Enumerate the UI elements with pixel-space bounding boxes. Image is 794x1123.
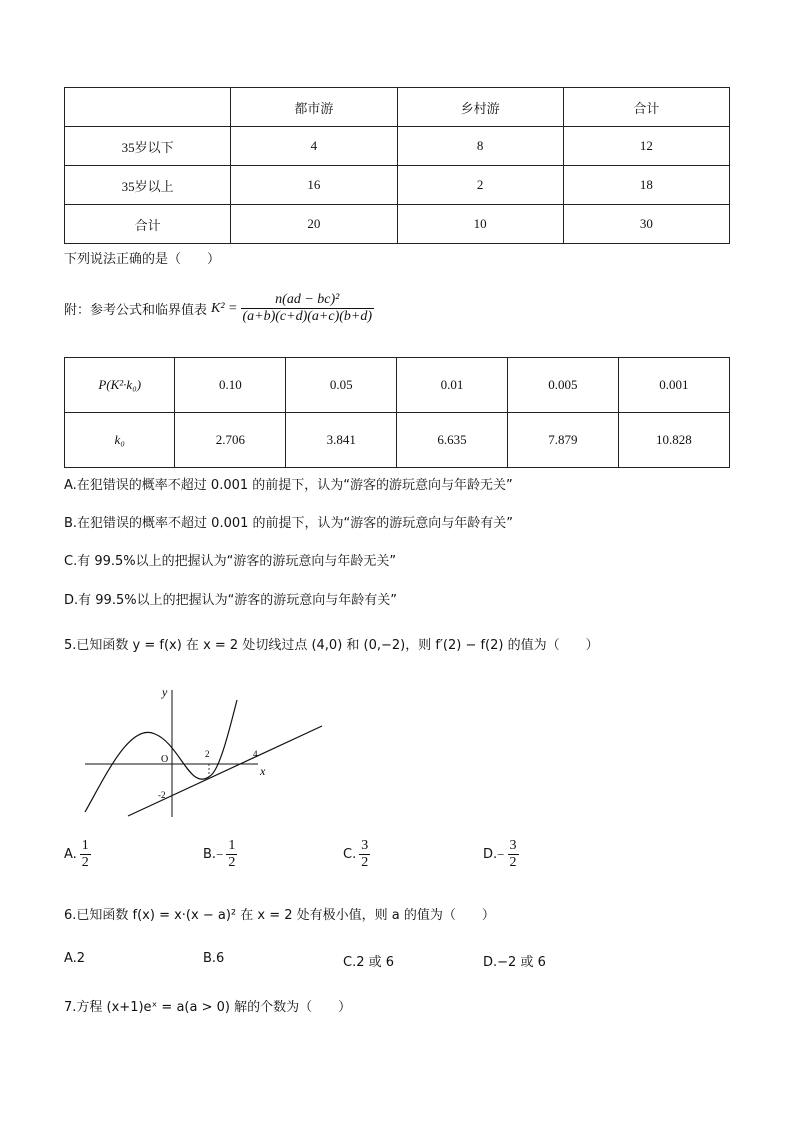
contingency-table <box>64 87 730 244</box>
fraction-numerator: 3 <box>509 838 517 853</box>
table-cell: 10 <box>397 205 563 244</box>
tick-label-neg2: -2 <box>158 790 166 800</box>
formula-fraction <box>241 292 375 325</box>
q6-option-b: B.6 <box>203 951 225 966</box>
table-cell: 0.10 <box>175 358 286 413</box>
option-sign: − <box>216 846 224 862</box>
table-cell: 18 <box>563 166 729 205</box>
tick-label-4: 4 <box>253 749 258 759</box>
fraction-numerator: 1 <box>81 838 89 853</box>
table-cell: 10.828 <box>618 413 729 468</box>
table-cell: 0.001 <box>618 358 729 413</box>
table-row <box>65 205 730 244</box>
fraction-denominator: 2 <box>361 855 369 870</box>
tick-label-2: 2 <box>205 749 210 759</box>
table-row <box>65 127 730 166</box>
y-axis-label: y <box>162 685 168 699</box>
table-row <box>65 358 730 413</box>
table-row-label: k₀ <box>65 413 175 468</box>
table-row-label: P(K²·k₀) <box>65 358 175 413</box>
option-fraction <box>80 838 91 871</box>
table-row-label: 35岁以上 <box>65 166 231 205</box>
table-cell: 0.01 <box>397 358 508 413</box>
table-cell <box>65 88 231 127</box>
fraction-denominator: 2 <box>228 855 236 870</box>
table-row-label: 合计 <box>65 205 231 244</box>
formula-lhs: K² = <box>211 300 238 316</box>
option-prefix: D. <box>483 847 498 862</box>
formula-line <box>64 292 377 325</box>
table-cell: 20 <box>231 205 397 244</box>
option-fraction <box>226 838 237 871</box>
table-cell: 6.635 <box>397 413 508 468</box>
q4-question: 下列说法正确的是（ ） <box>64 252 221 267</box>
option-fraction <box>359 838 370 871</box>
option-fraction <box>508 838 519 871</box>
q4-option-b: B.在犯错误的概率不超过 0.001 的前提下，认为“游客的游玩意向与年龄有关” <box>64 516 514 531</box>
q4-option-a: A.在犯错误的概率不超过 0.001 的前提下，认为“游客的游玩意向与年龄无关” <box>64 478 513 493</box>
table-row <box>65 166 730 205</box>
q7-question: 7.方程 (x+1)eˣ = a(a > 0) 解的个数为（ ） <box>64 1000 352 1015</box>
table-cell: 2.706 <box>175 413 286 468</box>
table-cell: 4 <box>231 127 397 166</box>
q5-question: 5.已知函数 y = f(x) 在 x = 2 处切线过点 (4,0) 和 (0,−2)，则 f′(2) − f(2) 的值为（ ） <box>64 638 599 653</box>
x-axis-label: x <box>260 764 266 778</box>
fraction-denominator: 2 <box>509 855 517 870</box>
q6-option-d: D.−2 或 6 <box>483 955 546 970</box>
q6-option-c: C.2 或 6 <box>343 955 395 970</box>
table-header-cell: 都市游 <box>231 88 397 127</box>
table-cell: 3.841 <box>286 413 397 468</box>
q5-option-a <box>64 838 94 871</box>
q6-question: 6.已知函数 f(x) = x·(x − a)² 在 x = 2 处有极小值，则 a 的值为（ ） <box>64 908 495 923</box>
table-cell: 12 <box>563 127 729 166</box>
q5-option-c <box>343 838 373 871</box>
critical-value-table <box>64 357 730 468</box>
function-graph <box>80 682 330 820</box>
q4-option-c: C.有 99.5%以上的把握认为“游客的游玩意向与年龄无关” <box>64 554 397 569</box>
table-cell: 0.05 <box>286 358 397 413</box>
option-sign: − <box>497 846 505 862</box>
table-cell: 0.005 <box>507 358 618 413</box>
fraction-denominator: 2 <box>81 855 89 870</box>
q6-option-a: A.2 <box>64 951 86 966</box>
q4-option-d: D.有 99.5%以上的把握认为“游客的游玩意向与年龄有关” <box>64 593 398 608</box>
table-header-cell: 合计 <box>563 88 729 127</box>
table-cell: 8 <box>397 127 563 166</box>
table-cell: 2 <box>397 166 563 205</box>
table-cell: 7.879 <box>507 413 618 468</box>
table-cell: 16 <box>231 166 397 205</box>
formula-numerator: n(ad − bc)² <box>275 292 340 307</box>
origin-label: O <box>161 754 169 765</box>
fraction-numerator: 1 <box>228 838 236 853</box>
appendix-label: 附：参考公式和临界值表 <box>64 303 208 318</box>
option-prefix: C. <box>343 847 357 862</box>
table-cell: 30 <box>563 205 729 244</box>
fraction-numerator: 3 <box>361 838 369 853</box>
q5-option-d <box>483 838 522 871</box>
q5-option-b <box>203 838 240 871</box>
tangent-line <box>128 726 322 816</box>
option-prefix: A. <box>64 847 77 862</box>
table-header-cell: 乡村游 <box>397 88 563 127</box>
table-row <box>65 413 730 468</box>
table-header-row <box>65 88 730 127</box>
option-prefix: B. <box>203 847 217 862</box>
table-row-label: 35岁以下 <box>65 127 231 166</box>
formula-denominator: (a+b)(c+d)(a+c)(b+d) <box>242 309 373 324</box>
